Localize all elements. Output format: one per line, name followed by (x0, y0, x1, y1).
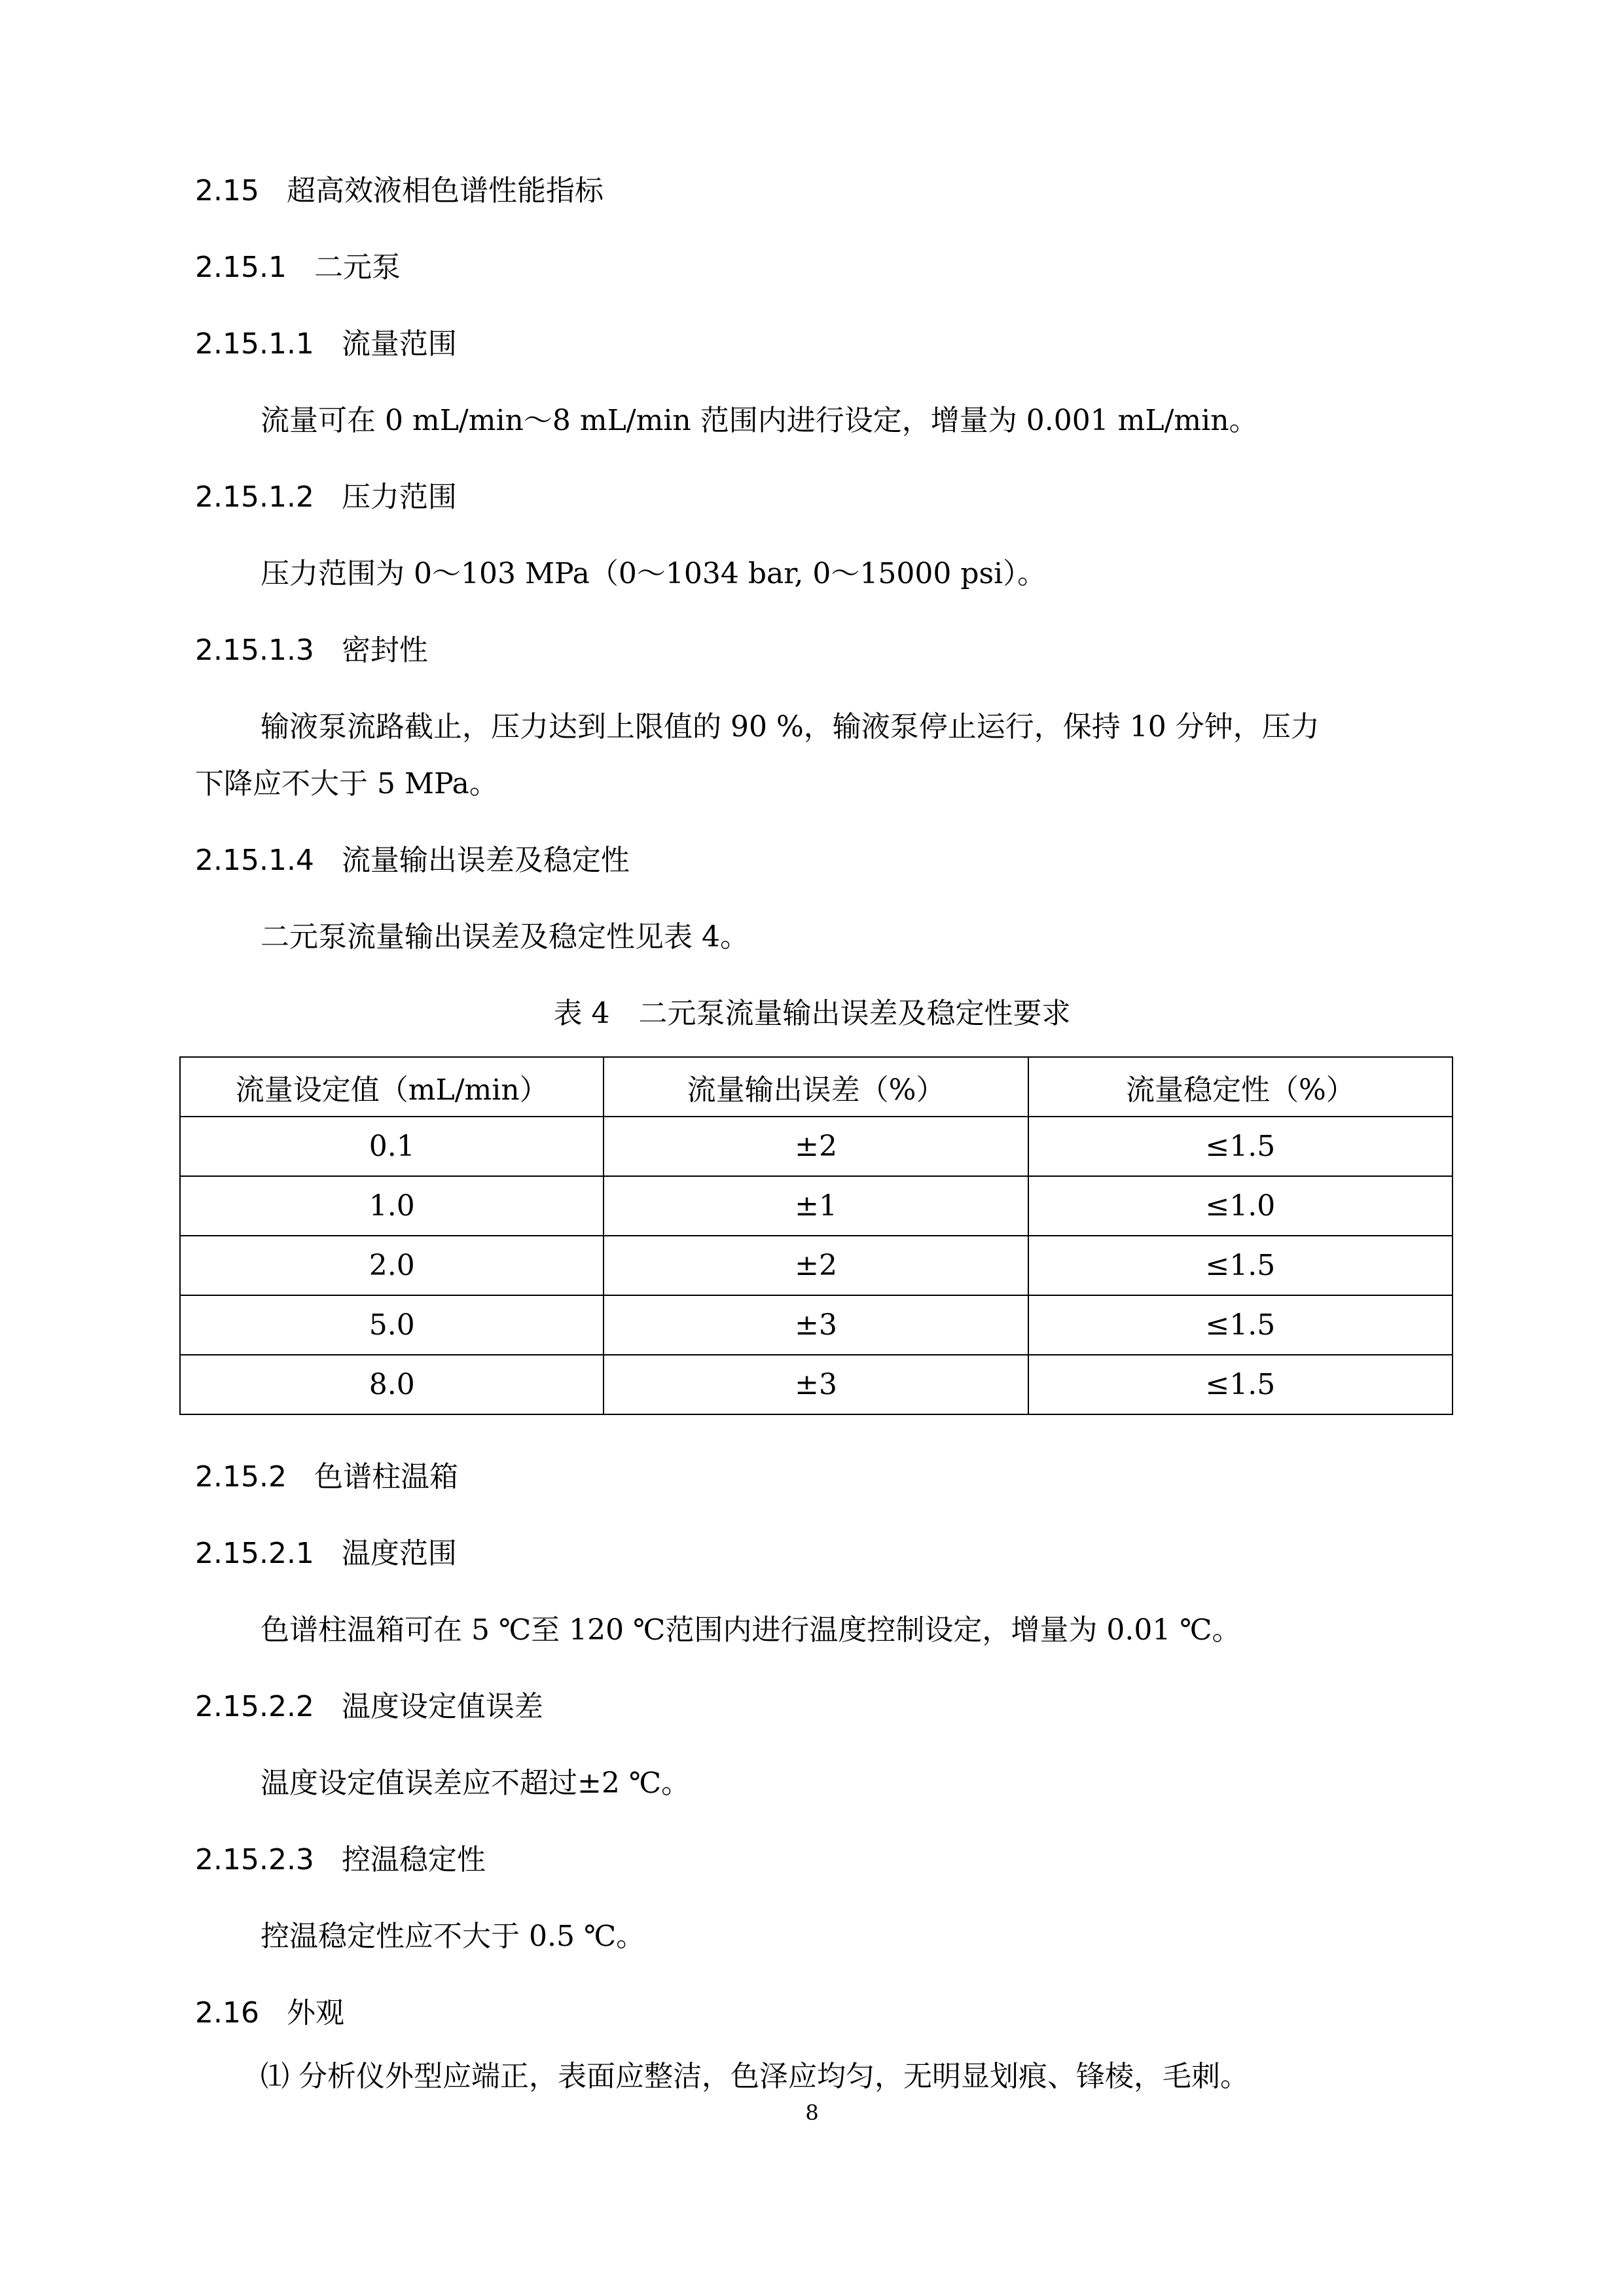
page-number: 8 (805, 2100, 819, 2125)
column-header-flow-stability: 流量稳定性（%） (1028, 1057, 1453, 1117)
heading-2-15-1-4 (195, 842, 630, 880)
heading-number: 2.15.2.3 (195, 1843, 314, 1876)
heading-title: 控温稳定性 (341, 1843, 486, 1876)
table-cell: 0.1 (180, 1117, 604, 1176)
heading-2-15-2 (195, 1458, 458, 1496)
table-cell: 5.0 (180, 1295, 604, 1355)
heading-number: 2.15.2 (195, 1460, 287, 1494)
paragraph-sealing-line-1: 输液泵流路截止，压力达到上限值的 90 %，输液泵停止运行，保持 10 分钟，压力 (261, 710, 1320, 744)
column-header-flow-setpoint: 流量设定值（mL/min） (180, 1057, 604, 1117)
heading-title: 外观 (286, 1996, 344, 2030)
table-cell: 1.0 (180, 1176, 604, 1236)
table-row (180, 1355, 1453, 1414)
table-cell: ≤1.0 (1028, 1176, 1453, 1236)
heading-number: 2.15.2.1 (195, 1537, 314, 1570)
heading-title: 流量输出误差及稳定性 (341, 844, 630, 877)
heading-title: 温度范围 (341, 1537, 457, 1570)
paragraph-pressure-range: 压力范围为 0～103 MPa（0～1034 bar, 0～15000 psi）。 (261, 557, 1047, 590)
table-cell: ±2 (604, 1236, 1028, 1295)
heading-title: 二元泵 (314, 251, 401, 284)
heading-number: 2.15.1.4 (195, 844, 314, 877)
heading-2-15-2-2 (195, 1688, 543, 1726)
heading-number: 2.15.1.3 (195, 634, 314, 667)
paragraph-flow-range: 流量可在 0 mL/min～8 mL/min 范围内进行设定，增量为 0.001 mL/min。 (261, 404, 1258, 437)
table-cell: ≤1.5 (1028, 1295, 1453, 1355)
heading-title: 超高效液相色谱性能指标 (286, 174, 604, 207)
flow-error-table (179, 1056, 1453, 1415)
heading-2-16 (195, 1994, 344, 2032)
heading-2-15-1 (195, 249, 401, 287)
heading-number: 2.15.1.1 (195, 327, 314, 361)
table-header-row (180, 1057, 1453, 1117)
table-cell: ±3 (604, 1295, 1028, 1355)
heading-2-15 (195, 172, 604, 210)
heading-number: 2.15.1.2 (195, 480, 314, 514)
heading-title: 色谱柱温箱 (314, 1460, 458, 1494)
paragraph-appearance-item-1: ⑴ 分析仪外型应端正，表面应整洁，色泽应均匀，无明显划痕、锋棱，毛刺。 (261, 2060, 1249, 2093)
heading-number: 2.16 (195, 1996, 259, 2030)
table-cell: ±3 (604, 1355, 1028, 1414)
paragraph-temp-stability: 控温稳定性应不大于 0.5 ℃。 (261, 1920, 645, 1953)
table-cell: 2.0 (180, 1236, 604, 1295)
heading-number: 2.15 (195, 174, 259, 207)
heading-2-15-1-3 (195, 632, 428, 670)
table-cell: ±2 (604, 1117, 1028, 1176)
heading-number: 2.15.1 (195, 251, 287, 284)
table-cell: ≤1.5 (1028, 1355, 1453, 1414)
heading-2-15-2-1 (195, 1535, 457, 1573)
heading-title: 温度设定值误差 (341, 1690, 543, 1723)
table-row (180, 1236, 1453, 1295)
column-header-flow-error: 流量输出误差（%） (604, 1057, 1028, 1117)
paragraph-sealing-line-2: 下降应不大于 5 MPa。 (195, 767, 498, 800)
paragraph-temp-range: 色谱柱温箱可在 5 ℃至 120 ℃范围内进行温度控制设定，增量为 0.01 ℃。 (261, 1613, 1241, 1647)
table-cell: ±1 (604, 1176, 1028, 1236)
heading-2-15-1-1 (195, 325, 457, 363)
heading-number: 2.15.2.2 (195, 1690, 314, 1723)
table-cell: 8.0 (180, 1355, 604, 1414)
table-row (180, 1176, 1453, 1236)
heading-2-15-2-3 (195, 1841, 486, 1879)
table-cell: ≤1.5 (1028, 1236, 1453, 1295)
table-row (180, 1117, 1453, 1176)
paragraph-flow-error-ref: 二元泵流量输出误差及稳定性见表 4。 (261, 920, 749, 954)
heading-title: 压力范围 (341, 480, 457, 514)
table-caption: 表 4 二元泵流量输出误差及稳定性要求 (553, 997, 1071, 1030)
table-row (180, 1295, 1453, 1355)
heading-title: 密封性 (341, 634, 428, 667)
paragraph-temp-error: 温度设定值误差应不超过±2 ℃。 (261, 1767, 691, 1800)
heading-2-15-1-2 (195, 478, 457, 516)
table-cell: ≤1.5 (1028, 1117, 1453, 1176)
heading-title: 流量范围 (341, 327, 457, 361)
